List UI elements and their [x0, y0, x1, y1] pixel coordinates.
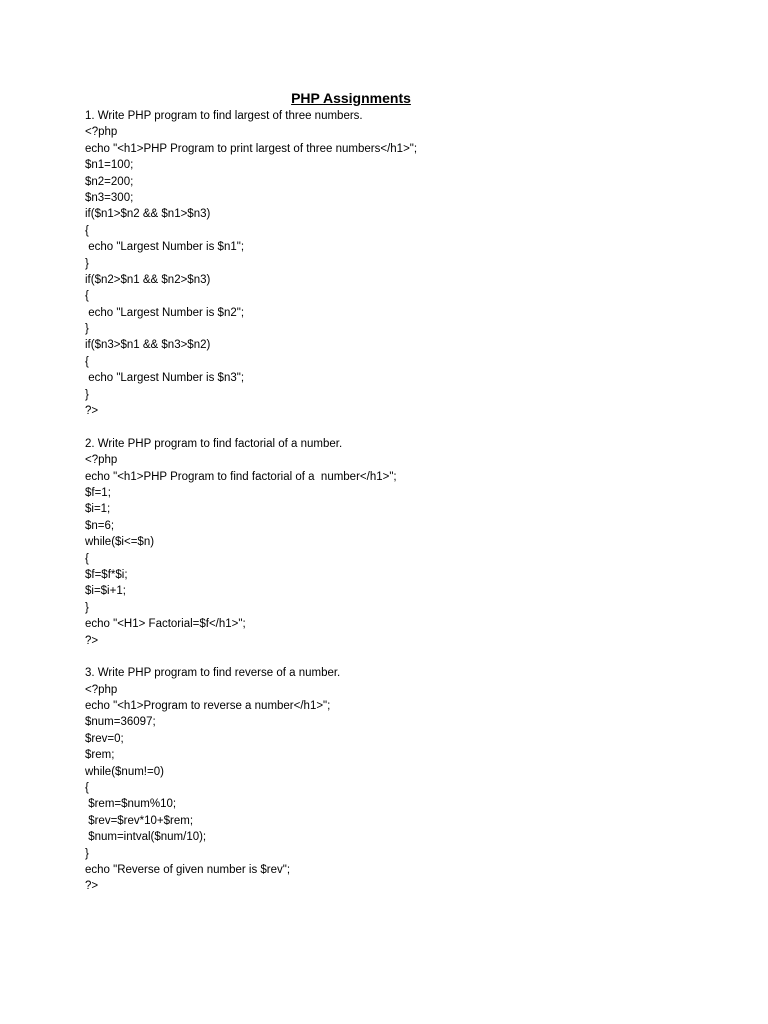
code-line: } [85, 601, 89, 614]
assignment-2 [85, 436, 725, 649]
code-line: if($n1>$n2 && $n1>$n3) [85, 208, 211, 221]
code-line: $n=6; [85, 519, 115, 532]
code-line: { [85, 782, 89, 795]
code-line: $n3=300; [85, 191, 134, 204]
code-line: } [85, 257, 89, 270]
code-line: { [85, 290, 89, 303]
code-line: $rem; [85, 749, 115, 762]
code-line: while($num!=0) [85, 765, 164, 778]
code-line: $rem=$num%10; [85, 798, 177, 811]
code-line: $i=$i+1; [85, 585, 126, 598]
code-line: echo "Largest Number is $n2"; [85, 306, 245, 319]
code-line: $rev=0; [85, 732, 124, 745]
code-line: echo "Largest Number is $n1"; [85, 241, 245, 254]
code-line: echo "Reverse of given number is $rev"; [85, 863, 291, 876]
assignment-question: 2. Write PHP program to find factorial of a number. [85, 437, 343, 450]
code-line: <?php [85, 683, 118, 696]
code-line: $f=1; [85, 486, 111, 499]
code-line: if($n3>$n1 && $n3>$n2) [85, 339, 211, 352]
code-line: { [85, 224, 89, 237]
code-line: { [85, 355, 89, 368]
code-line: if($n2>$n1 && $n2>$n3) [85, 273, 211, 286]
code-line: <?php [85, 126, 118, 139]
code-line: $num=36097; [85, 716, 156, 729]
assignment-question: 3. Write PHP program to find reverse of a number. [85, 667, 341, 680]
code-line: ?> [85, 405, 99, 418]
code-line: $rev=$rev*10+$rem; [85, 814, 194, 827]
code-line: <?php [85, 454, 118, 467]
code-line: { [85, 552, 89, 565]
assignment-3 [85, 665, 725, 894]
code-line: echo "Largest Number is $n3"; [85, 372, 245, 385]
code-line: ?> [85, 880, 99, 893]
code-line: while($i<=$n) [85, 536, 155, 549]
code-line: echo "<H1> Factorial=$f</h1>"; [85, 618, 246, 631]
code-line: $i=1; [85, 503, 111, 516]
code-line: echo "<h1>PHP Program to find factorial of a number</h1>"; [85, 470, 397, 483]
code-line: ?> [85, 634, 99, 647]
code-line: $n2=200; [85, 175, 134, 188]
code-line: $n1=100; [85, 159, 134, 172]
code-line: $f=$f*$i; [85, 568, 128, 581]
assignment-list [85, 108, 725, 895]
code-line: } [85, 847, 89, 860]
page-title: PHP Assignments [291, 90, 411, 106]
code-line: } [85, 388, 89, 401]
assignment-1 [85, 108, 725, 419]
code-line: } [85, 323, 89, 336]
assignment-question: 1. Write PHP program to find largest of three numbers. [85, 110, 363, 122]
code-line: echo "<h1>PHP Program to print largest of three numbers</h1>"; [85, 142, 418, 155]
code-line: $num=intval($num/10); [85, 831, 207, 844]
code-line: echo "<h1>Program to reverse a number</h1>"; [85, 700, 331, 713]
